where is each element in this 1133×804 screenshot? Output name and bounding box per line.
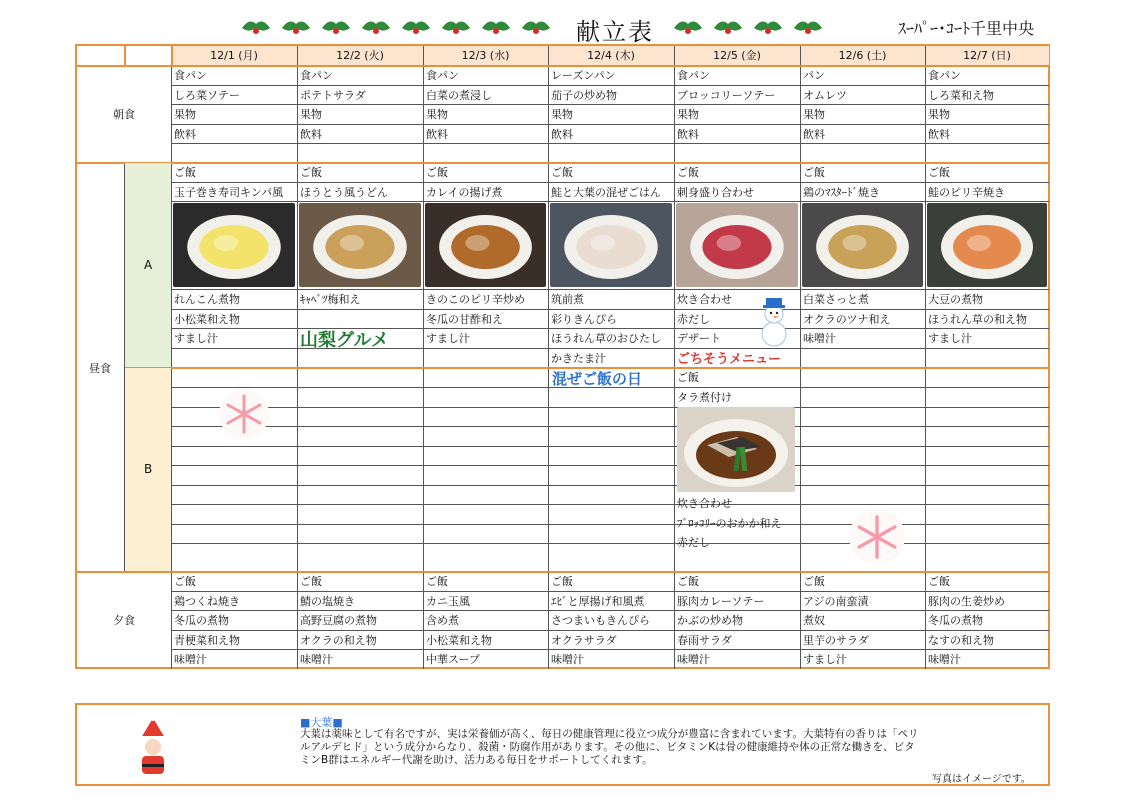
menu-cell: 高野豆腐の煮物	[300, 614, 377, 627]
meal-label-breakfast: 朝食	[113, 108, 135, 121]
menu-cell: なすの和え物	[928, 633, 994, 647]
menu-cell: パン	[803, 69, 825, 82]
menu-cell: 飲料	[551, 127, 573, 141]
divider	[171, 46, 173, 65]
menu-cell: アジの南蛮漬	[803, 594, 869, 608]
menu-cell: 冬瓜の煮物	[928, 614, 983, 627]
santa-icon	[135, 716, 171, 778]
snowflake-icon	[218, 388, 270, 440]
note-footer: 写真はイメージです。	[932, 774, 1031, 785]
menu-cell: 味噌汁	[300, 653, 333, 666]
menu-cell: ｷｬﾍﾞﾂ梅和え	[300, 293, 361, 306]
menu-cell: 玉子巻き寿司キンパ風	[174, 185, 284, 199]
menu-cell: ご飯	[426, 166, 448, 179]
menu-cell: 飲料	[928, 127, 950, 141]
menu-cell: 茄子の炒め物	[551, 88, 617, 102]
menu-cell: オクラの和え物	[300, 633, 377, 647]
menu-cell: 食パン	[300, 69, 333, 82]
menu-cell: 飲料	[174, 127, 196, 141]
menu-cell: 果物	[551, 108, 573, 121]
menu-cell: ﾌﾞﾛｯｺﾘｰのおかか和え	[677, 516, 782, 530]
note-body: 大葉は薬味として有名ですが、実は栄養価が高く、毎日の健康管理に役立つ成分が豊富に含まれています。大葉特有の香りは「ペリルアルデヒド」という成分からなり、殺菌・防腐作用があります。その他に、ビタミンKは骨の健康維持や体の正常な働きを、ビタミンB群はエネルギー代謝を助け、活力ある毎日をサポートしてくれます。	[300, 728, 919, 766]
menu-cell: 味噌汁	[551, 653, 584, 666]
page-title: 献立表	[576, 18, 654, 46]
menu-cell: レーズンパン	[551, 69, 616, 82]
menu-cell: 豚肉カレーソテー	[677, 594, 765, 608]
menu-cell: ほうれん草のおひたし	[551, 332, 661, 345]
menu-cell: ご飯	[300, 575, 322, 588]
menu-cell: すまし汁	[803, 653, 847, 666]
menu-cell: 鯖の塩焼き	[300, 594, 355, 608]
menu-cell: ご飯	[300, 166, 322, 179]
day-header: 12/7 (日)	[925, 46, 1049, 65]
day-header: 12/6 (土)	[800, 46, 925, 65]
menu-cell: 果物	[426, 108, 448, 121]
menu-cell: タラ煮付け	[677, 390, 732, 404]
day-header: 12/3 (水)	[423, 46, 548, 65]
holly-decoration-right	[672, 14, 832, 40]
menu-cell: ご飯	[803, 575, 825, 588]
menu-cell: 冬瓜の煮物	[174, 614, 229, 627]
menu-cell: 食パン	[426, 69, 459, 82]
divider	[171, 524, 1049, 525]
lunch-a-label: A	[144, 258, 153, 272]
menu-cell: ご飯	[551, 575, 573, 588]
menu-cell: 煮奴	[803, 614, 825, 627]
menu-cell: 彩りきんぴら	[551, 312, 617, 326]
menu-cell: ご飯	[174, 575, 196, 588]
menu-cell: 筑前煮	[551, 293, 584, 306]
menu-cell: 食パン	[677, 69, 710, 82]
holly-decoration-left	[240, 14, 560, 40]
menu-cell: 小松菜和え物	[426, 633, 492, 647]
menu-cell: ご飯	[551, 166, 573, 179]
menu-cell: 炊き合わせ	[677, 497, 732, 510]
snowflake-icon	[848, 508, 906, 566]
menu-cell: 白菜の煮浸し	[426, 88, 492, 102]
menu-cell: すまし汁	[426, 332, 470, 345]
menu-cell: 春雨サラダ	[677, 633, 732, 647]
dish-photo-lunch-a	[173, 203, 295, 287]
menu-cell: きのこのピリ辛炒め	[426, 293, 525, 306]
menu-cell: 鮭のピリ辛焼き	[928, 185, 1005, 199]
menu-cell: 味噌汁	[803, 332, 836, 345]
menu-cell: 味噌汁	[174, 653, 207, 666]
menu-cell: 味噌汁	[677, 653, 710, 666]
menu-cell: ほうとう風うどん	[300, 185, 388, 199]
menu-cell: ｴﾋﾞと厚揚げ和風煮	[551, 594, 645, 608]
lunch-b-label: B	[144, 462, 153, 476]
divider	[171, 407, 1049, 408]
divider	[124, 46, 126, 65]
day-header: 12/4 (木)	[548, 46, 674, 65]
dish-photo-lunch-a	[299, 203, 421, 287]
menu-cell: 果物	[300, 108, 322, 121]
dish-photo-lunch-a	[802, 203, 923, 287]
day-header: 12/1 (月)	[171, 46, 297, 65]
menu-cell: 赤だし	[677, 536, 710, 549]
menu-cell: しろ菜ソテー	[174, 88, 240, 102]
menu-cell: 中華スープ	[426, 653, 480, 666]
divider	[171, 504, 1049, 505]
menu-cell: ほうれん草の和え物	[928, 312, 1027, 326]
menu-cell: かきたま汁	[551, 351, 606, 365]
menu-cell: すまし汁	[928, 332, 972, 345]
dish-photo-lunch-a	[550, 203, 672, 287]
menu-cell: カニ玉風	[426, 594, 470, 608]
store-name: ｽｰﾊﾟｰ･ｺｰﾄ千里中央	[898, 19, 1035, 38]
menu-cell: 鶏つくね焼き	[174, 594, 240, 608]
menu-cell: デザート	[677, 332, 721, 345]
day-header: 12/2 (火)	[297, 46, 423, 65]
menu-cell: れんこん煮物	[174, 293, 240, 306]
menu-cell: かぶの炒め物	[677, 614, 743, 627]
menu-cell: オムレツ	[803, 88, 847, 102]
menu-cell: 鮭と大葉の混ぜごはん	[551, 185, 661, 199]
stamp-mazegohan-day: 混ぜご飯の日	[552, 370, 643, 388]
divider	[171, 446, 1049, 447]
menu-cell: 果物	[928, 108, 950, 121]
menu-cell: ご飯	[928, 166, 950, 179]
menu-cell: 鶏のﾏｽﾀｰﾄﾞ焼き	[803, 185, 880, 199]
menu-cell: ご飯	[677, 166, 699, 179]
menu-cell: ご飯	[928, 575, 950, 588]
dish-photo-lunch-b-fri	[677, 407, 795, 492]
menu-cell: ご飯	[174, 166, 196, 179]
menu-cell: 冬瓜の甘酢和え	[426, 312, 503, 326]
dish-photo-lunch-a	[425, 203, 546, 287]
menu-cell: ご飯	[803, 166, 825, 179]
menu-cell: 白菜さっと煮	[803, 293, 869, 306]
dish-photo-lunch-a	[676, 203, 798, 287]
menu-cell: 含め煮	[426, 614, 459, 627]
stamp-gochisou-menu: ごちそうメニュー	[677, 352, 782, 367]
note-heading: ■大葉■	[300, 716, 343, 729]
menu-cell: 豚肉の生姜炒め	[928, 594, 1005, 608]
menu-cell: 青梗菜和え物	[174, 633, 240, 647]
stamp-yamanashi-gourmet: 山梨グルメ	[300, 330, 389, 351]
menu-cell: 飲料	[300, 127, 322, 141]
divider	[171, 485, 1049, 486]
divider	[171, 465, 1049, 466]
menu-cell: 味噌汁	[928, 653, 961, 666]
divider	[171, 426, 1049, 427]
menu-cell: 炊き合わせ	[677, 293, 732, 306]
menu-cell: 刺身盛り合わせ	[677, 185, 754, 199]
menu-cell: ブロッコリーソテー	[677, 88, 776, 102]
snowman-icon	[760, 296, 788, 350]
menu-cell: 果物	[174, 108, 196, 121]
menu-cell: オクラのツナ和え	[803, 312, 891, 326]
menu-cell: ポテトサラダ	[300, 88, 366, 102]
menu-cell: すまし汁	[174, 332, 218, 345]
menu-cell: 果物	[803, 108, 825, 121]
menu-cell: 飲料	[803, 127, 825, 141]
divider	[171, 543, 1049, 544]
menu-cell: オクラサラダ	[551, 633, 617, 647]
menu-cell: しろ菜和え物	[928, 88, 994, 102]
menu-cell: 食パン	[174, 69, 207, 82]
menu-cell: 飲料	[677, 127, 699, 141]
menu-cell: さつまいもきんぴら	[551, 614, 650, 627]
dish-photo-lunch-a	[927, 203, 1047, 287]
menu-cell: 赤だし	[677, 312, 710, 326]
menu-cell: ご飯	[677, 575, 699, 588]
menu-cell: 里芋のサラダ	[803, 633, 869, 647]
menu-cell: 食パン	[928, 69, 961, 82]
day-header: 12/5 (金)	[674, 46, 800, 65]
menu-cell: ご飯	[677, 371, 699, 384]
menu-cell: カレイの揚げ煮	[426, 185, 503, 199]
menu-cell: 飲料	[426, 127, 448, 141]
menu-cell: 大豆の煮物	[928, 293, 983, 306]
menu-cell: 果物	[677, 108, 699, 121]
meal-label-lunch: 昼食	[89, 362, 111, 375]
meal-label-dinner: 夕食	[113, 614, 135, 627]
menu-cell: ご飯	[426, 575, 448, 588]
menu-cell: 小松菜和え物	[174, 312, 240, 326]
